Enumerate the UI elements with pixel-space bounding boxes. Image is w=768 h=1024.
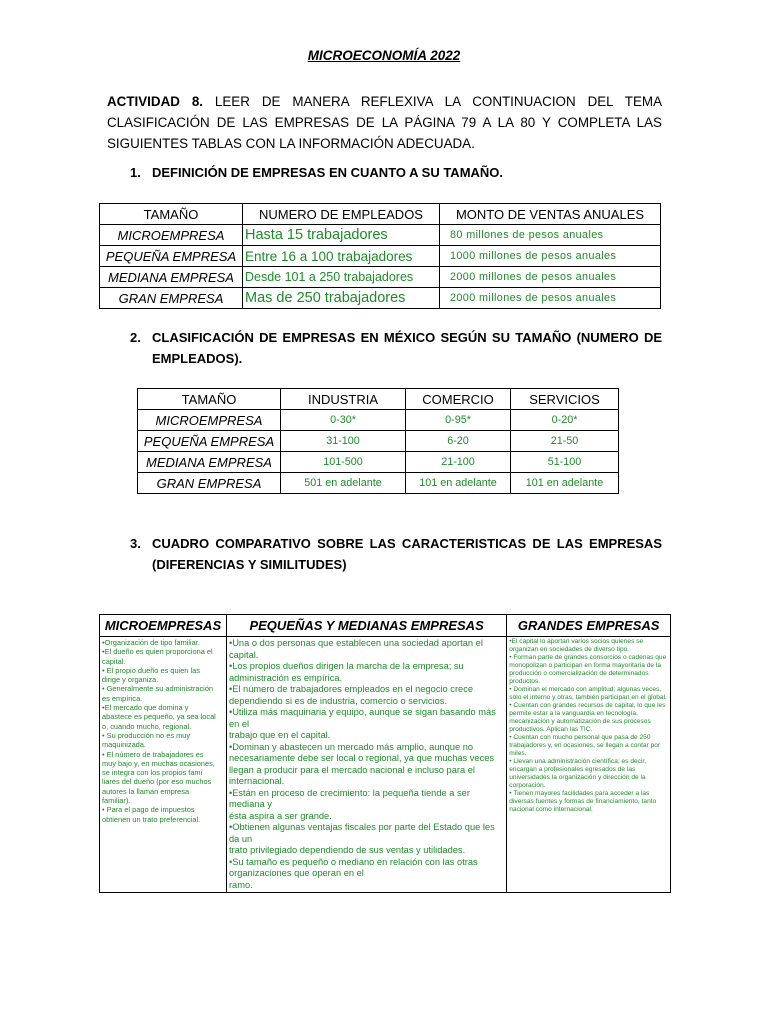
comercio-cell: 101 en adelante bbox=[406, 473, 511, 494]
characteristic-line: organizaciones que operan en el bbox=[228, 868, 364, 878]
column-header: MONTO DE VENTAS ANUALES bbox=[440, 204, 661, 225]
characteristic-line: dependiendo si es de industria, comercio o servicios. bbox=[228, 695, 448, 706]
industria-cell: 0-30* bbox=[281, 410, 406, 431]
section-3-heading bbox=[130, 533, 662, 575]
table-row bbox=[100, 267, 661, 288]
characteristic-line: corporación. bbox=[509, 782, 546, 789]
characteristic-line: productos. bbox=[509, 678, 541, 685]
characteristic-line: • Forman parte de grandes consorcios o cadenas que bbox=[509, 654, 667, 661]
characteristic-line: trato privilegiado dependiendo de sus ventas y utilidades. bbox=[228, 845, 466, 855]
characteristic-line: dirige y organiza. bbox=[102, 675, 159, 685]
table-size-definition bbox=[99, 203, 661, 309]
characteristic-line: trabajo que en el capital. bbox=[228, 730, 331, 740]
characteristic-line: se integra con los propios fami bbox=[102, 768, 203, 778]
characteristic-line: internacional. bbox=[228, 776, 285, 786]
table-row bbox=[100, 637, 671, 893]
characteristic-line: •El dueño es quien proporciona el bbox=[102, 647, 213, 657]
characteristic-line: es empírica. bbox=[102, 693, 143, 703]
characteristic-line: organizan en sociedades de diverso tipo. bbox=[509, 646, 630, 653]
characteristic-line: monopolizan o participan en forma mayoritaria de la bbox=[509, 662, 662, 669]
table-comparison bbox=[99, 614, 671, 893]
industria-cell: 501 en adelante bbox=[281, 473, 406, 494]
characteristic-line: •Dominan y abastecen un mercado más amplio, aunque no bbox=[228, 741, 474, 752]
column-header: MICROEMPRESAS bbox=[100, 615, 227, 637]
characteristic-line: ramo. bbox=[228, 879, 253, 890]
characteristic-line: encargan a profesionales egresados de las bbox=[509, 766, 636, 773]
table-row bbox=[100, 246, 661, 267]
characteristic-line: capital. bbox=[102, 656, 126, 666]
characteristic-line: • El número de trabajadores es bbox=[102, 749, 204, 759]
comercio-cell: 0-95* bbox=[406, 410, 511, 431]
characteristic-line: ésta aspira a ser grande. bbox=[228, 810, 332, 821]
size-label: MEDIANA EMPRESA bbox=[138, 452, 281, 473]
table-row bbox=[138, 473, 619, 494]
table-row bbox=[100, 225, 661, 246]
servicios-cell: 0-20* bbox=[511, 410, 619, 431]
activity-text: LEER DE MANERA REFLEXIVA LA CONTINUACION DEL TEMA CLASIFICACIÓN DE LAS EMPRESAS DE LA PÁGINA 79 A LA 80 Y COMPLETA LAS SIGUIENTES TABLAS CON LA INFORMACIÓN ADECUADA. bbox=[107, 94, 662, 151]
table-mexico-classification bbox=[137, 388, 619, 494]
size-label: PEQUEÑA EMPRESA bbox=[100, 246, 243, 267]
characteristic-line: necesariamente debe ser local o regional, ya que muchas veces bbox=[228, 753, 495, 763]
characteristic-line: •Una o dos personas que establecen una sociedad aportan el capital. bbox=[228, 638, 483, 660]
column-header: PEQUEÑAS Y MEDIANAS EMPRESAS bbox=[226, 615, 506, 637]
characteristic-line: liares del dueño (por eso muchos bbox=[102, 777, 212, 787]
table-row bbox=[100, 288, 661, 309]
characteristic-line: • Dominan el mercado con amplitud; algunas veces, bbox=[509, 686, 662, 693]
characteristic-line: miles. bbox=[509, 750, 527, 757]
comercio-cell: 6-20 bbox=[406, 431, 511, 452]
sales-cell: 80 millones de pesos anuales bbox=[440, 225, 661, 246]
servicios-cell: 101 en adelante bbox=[511, 473, 619, 494]
table-row bbox=[138, 410, 619, 431]
servicios-cell: 21-50 bbox=[511, 431, 619, 452]
employees-cell: Desde 101 a 250 trabajadores bbox=[243, 267, 440, 288]
characteristic-line: familiar). bbox=[102, 796, 131, 806]
table-row bbox=[138, 431, 619, 452]
characteristic-line: •El número de trabajadores empleados en el negocio crece bbox=[228, 684, 474, 694]
employees-cell: Entre 16 a 100 trabajadores bbox=[243, 246, 440, 267]
characteristic-line: universidades la organización y dirección de la bbox=[509, 774, 646, 781]
page-title: MICROECONOMÍA 2022 bbox=[307, 48, 461, 63]
characteristic-line: • Generalmente su administración bbox=[102, 684, 214, 694]
industria-cell: 101-500 bbox=[281, 452, 406, 473]
size-label: MICROEMPRESA bbox=[100, 225, 243, 246]
section-2-heading bbox=[130, 327, 662, 369]
characteristic-line: muy bajo y, en muchas ocasiones, bbox=[102, 758, 215, 768]
characteristic-line: nacional como internacional. bbox=[509, 806, 593, 813]
characteristic-line: •Están en proceso de crecimiento: la pequeña tiende a ser mediana y bbox=[228, 787, 470, 809]
employees-cell: Mas de 250 trabajadores bbox=[243, 288, 440, 309]
characteristic-line: •Organización de tipo familiar. bbox=[102, 638, 200, 647]
column-header: INDUSTRIA bbox=[281, 389, 406, 410]
characteristic-line: abastece es pequeño, ya sea local bbox=[102, 712, 216, 722]
activity-instructions bbox=[107, 91, 662, 154]
table-row bbox=[138, 452, 619, 473]
grandes-characteristics bbox=[507, 637, 671, 893]
column-header: SERVICIOS bbox=[511, 389, 619, 410]
comercio-cell: 21-100 bbox=[406, 452, 511, 473]
pymes-characteristics bbox=[226, 637, 506, 893]
characteristic-line: • Tienen mayores facilidades para acceder a las bbox=[509, 790, 650, 797]
servicios-cell: 51-100 bbox=[511, 452, 619, 473]
characteristic-line: sólo el interno y otras, también participan en el global. bbox=[509, 694, 667, 701]
size-label: MEDIANA EMPRESA bbox=[100, 267, 243, 288]
characteristic-line: autores la llaman empresa bbox=[102, 786, 190, 796]
characteristic-line: • Llevan una administración científica; es decir, bbox=[509, 758, 647, 765]
characteristic-line: administración es empírica. bbox=[228, 672, 343, 683]
characteristic-line: permite estar a la vanguardia en tecnología, bbox=[509, 710, 638, 717]
characteristic-line: • Cuentan con mucho personal que pasa de 250 bbox=[509, 734, 651, 741]
employees-cell: Hasta 15 trabajadores bbox=[243, 225, 440, 246]
characteristic-line: • Cuentan con grandes recursos de capital, lo que les bbox=[509, 702, 666, 709]
size-label: GRAN EMPRESA bbox=[100, 288, 243, 309]
characteristic-line: •Utiliza más maquinaria y equipo, aunque se sigan basando más en el bbox=[228, 707, 496, 729]
activity-label: ACTIVIDAD 8. bbox=[107, 94, 203, 109]
section-1-heading bbox=[130, 162, 662, 183]
table-header-row bbox=[100, 204, 661, 225]
section-2-number: 2. bbox=[130, 330, 141, 345]
characteristic-line: maquinizada. bbox=[102, 740, 146, 750]
characteristic-line: •Obtienen algunas ventajas fiscales por parte del Estado que les da un bbox=[228, 822, 495, 844]
column-header: COMERCIO bbox=[406, 389, 511, 410]
section-1-text: DEFINICIÓN DE EMPRESAS EN CUANTO A SU TAMAÑO. bbox=[152, 165, 504, 180]
characteristic-line: • Su producción no es muy bbox=[102, 730, 191, 740]
table-header-row bbox=[138, 389, 619, 410]
table-header-row bbox=[100, 615, 671, 637]
characteristic-line: diversas fuentes y formas de financiamiento, tanto bbox=[509, 798, 657, 805]
characteristic-line: productivos. Aplican las TIC. bbox=[509, 726, 593, 733]
section-1-number: 1. bbox=[130, 165, 141, 180]
section-3-number: 3. bbox=[130, 536, 141, 551]
section-2-text: CLASIFICACIÓN DE EMPRESAS EN MÉXICO SEGÚN SU TAMAÑO (NUMERO DE EMPLEADOS). bbox=[152, 330, 662, 366]
sales-cell: 2000 millones de pesos anuales bbox=[440, 288, 661, 309]
characteristic-line: • Para el pago de impuestos bbox=[102, 805, 195, 815]
column-header: TAMAÑO bbox=[100, 204, 243, 225]
characteristic-line: llegan a producir para el mercado nacional e incluso para el bbox=[228, 764, 475, 775]
micro-characteristics bbox=[100, 637, 227, 893]
characteristic-line: •El capital lo aportan varios socios quienes se bbox=[509, 638, 644, 645]
column-header: GRANDES EMPRESAS bbox=[507, 615, 671, 637]
characteristic-line: trabajadores y, en ocasiones, se llegan a contar por bbox=[509, 742, 661, 749]
characteristic-line: •Su tamaño es pequeño o mediano en relación con las otras bbox=[228, 856, 478, 867]
size-label: MICROEMPRESA bbox=[138, 410, 281, 431]
sales-cell: 2000 millones de pesos anuales bbox=[440, 267, 661, 288]
column-header: NUMERO DE EMPLEADOS bbox=[243, 204, 440, 225]
characteristic-line: obtienen un trato preferencial. bbox=[102, 814, 201, 824]
size-label: GRAN EMPRESA bbox=[138, 473, 281, 494]
characteristic-line: • El propio dueño es quien las bbox=[102, 665, 200, 675]
characteristic-line: o, cuando mucho, regional. bbox=[102, 721, 192, 731]
characteristic-line: producción o comercialización de determinados bbox=[509, 670, 649, 677]
industria-cell: 31-100 bbox=[281, 431, 406, 452]
size-label: PEQUEÑA EMPRESA bbox=[138, 431, 281, 452]
characteristic-line: •Los propios dueños dirigen la marcha de la empresa; su bbox=[228, 661, 464, 671]
sales-cell: 1000 millones de pesos anuales bbox=[440, 246, 661, 267]
characteristic-line: •El mercado que domina y bbox=[102, 703, 189, 713]
column-header: TAMAÑO bbox=[138, 389, 281, 410]
characteristic-line: mecanización y automatización de sus procesos bbox=[509, 718, 651, 725]
section-3-text: CUADRO COMPARATIVO SOBRE LAS CARACTERISTICAS DE LAS EMPRESAS (DIFERENCIAS Y SIMILITUDES) bbox=[152, 536, 662, 572]
